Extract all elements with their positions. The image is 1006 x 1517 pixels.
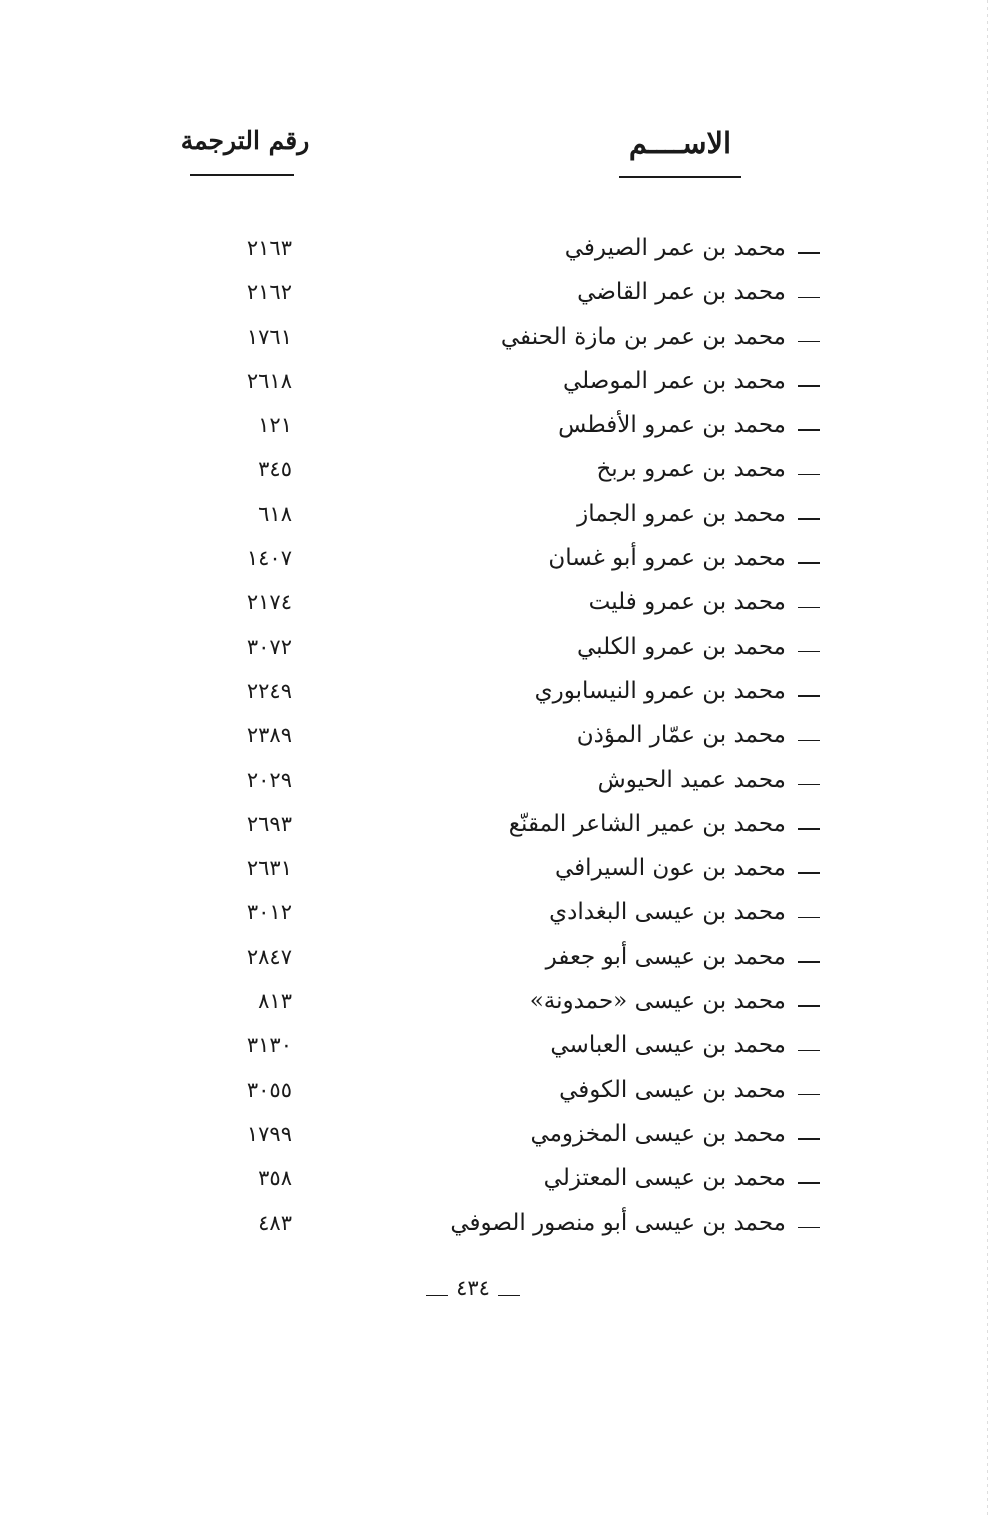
entry-dash — [798, 828, 820, 830]
entry-name-text: محمد بن عيسى «حمدونة» — [529, 988, 786, 1015]
entry-number: ٢٠٢٩ — [246, 767, 292, 792]
entry-name — [400, 715, 820, 755]
entry-name-text: محمد بن عمّار المؤذن — [576, 722, 786, 749]
index-entry — [0, 1114, 1006, 1158]
entry-number: ٢٣٨٩ — [246, 723, 292, 748]
entry-number: ٢٦١٨ — [246, 368, 292, 393]
index-entry — [0, 1158, 1006, 1202]
entry-dash — [798, 740, 820, 742]
column-header-name-underline — [619, 176, 741, 178]
entry-name — [400, 760, 820, 800]
entry-name — [400, 1114, 820, 1154]
index-entry — [0, 937, 1006, 981]
entry-dash — [798, 695, 820, 697]
index-entry — [0, 361, 1006, 405]
entry-name-text: محمد بن عمرو الكلبي — [576, 633, 786, 660]
entry-name-text: محمد بن عون السيرافي — [555, 855, 786, 882]
entry-dash — [798, 1138, 820, 1140]
entry-name — [400, 627, 820, 667]
entry-name — [400, 582, 820, 622]
entry-dash — [798, 1182, 820, 1184]
index-entries-list — [0, 228, 1006, 1247]
entry-name — [400, 228, 820, 268]
index-entry — [0, 494, 1006, 538]
entry-name-text: محمد بن عمرو الجماز — [577, 500, 786, 527]
entry-name — [400, 449, 820, 489]
entry-name — [400, 272, 820, 312]
column-header-name: الاســــم — [628, 126, 732, 160]
entry-number: ٢٦٩٣ — [246, 811, 292, 836]
entry-number: ١٢١ — [258, 413, 292, 438]
entry-dash — [798, 872, 820, 874]
entry-name-text: محمد بن عمر القاضي — [577, 279, 786, 306]
entry-number: ٣١٣٠ — [246, 1033, 292, 1058]
entry-name — [400, 981, 820, 1021]
entry-name-text: محمد بن عمرو الأفطس — [558, 412, 786, 439]
entry-name — [400, 892, 820, 932]
entry-name — [400, 1070, 820, 1110]
entry-dash — [798, 651, 820, 653]
index-entry — [0, 1203, 1006, 1247]
entry-dash — [798, 1005, 820, 1007]
entry-number: ٣٤٥ — [258, 457, 292, 482]
column-header-number: رقم الترجمة — [180, 126, 310, 155]
entry-name — [400, 937, 820, 977]
entry-name — [400, 1158, 820, 1198]
index-entry — [0, 1025, 1006, 1069]
entry-number: ٢٢٤٩ — [246, 678, 292, 703]
entry-name-text: محمد بن عيسى الكوفي — [559, 1076, 786, 1103]
index-entry — [0, 582, 1006, 626]
entry-name-text: محمد بن عمرو النيسابوري — [534, 677, 786, 704]
entry-name-text: محمد بن عمير الشاعر المقنّع — [508, 810, 786, 837]
entry-dash — [798, 1050, 820, 1052]
index-entry — [0, 627, 1006, 671]
entry-name — [400, 494, 820, 534]
index-entry — [0, 760, 1006, 804]
entry-dash — [798, 917, 820, 919]
entry-name-text: محمد بن عمرو أبو غسان — [548, 545, 786, 572]
entry-name — [400, 405, 820, 445]
entry-name — [400, 538, 820, 578]
index-entry — [0, 228, 1006, 272]
entry-name — [400, 1203, 820, 1243]
entry-dash — [798, 297, 820, 299]
index-entry — [0, 804, 1006, 848]
entry-number: ٣٥٨ — [258, 1166, 292, 1191]
entry-name-text: محمد بن عيسى أبو جعفر — [545, 943, 786, 970]
entry-name — [400, 804, 820, 844]
entry-dash — [798, 961, 820, 963]
entry-name-text: محمد عميد الحيوش — [597, 766, 786, 793]
index-entry — [0, 272, 1006, 316]
entry-dash — [798, 518, 820, 520]
entry-dash — [798, 429, 820, 431]
entry-name — [400, 848, 820, 888]
index-entry — [0, 715, 1006, 759]
index-entry — [0, 671, 1006, 715]
entry-dash — [798, 385, 820, 387]
entry-name-text: محمد بن عيسى أبو منصور الصوفي — [450, 1209, 786, 1236]
entry-dash — [798, 562, 820, 564]
entry-name-text: محمد بن عمر الموصلي — [563, 367, 786, 394]
entry-name-text: محمد بن عيسى البغدادي — [549, 899, 786, 926]
index-entry — [0, 892, 1006, 936]
entry-number: ٣٠٥٥ — [246, 1077, 292, 1102]
entry-name-text: محمد بن عمر بن مازة الحنفي — [500, 323, 786, 350]
entry-name-text: محمد بن عيسى العباسي — [550, 1032, 786, 1059]
page-footer — [403, 1276, 543, 1300]
entry-dash — [798, 607, 820, 609]
index-entry — [0, 1070, 1006, 1114]
entry-number: ٣٠١٢ — [246, 900, 292, 925]
entry-dash — [798, 341, 820, 343]
footer-dash-right — [498, 1295, 520, 1297]
entry-number: ٢١٧٤ — [246, 590, 292, 615]
entry-dash — [798, 252, 820, 254]
entry-number: ٢٨٤٧ — [246, 944, 292, 969]
entry-name-text: محمد بن عيسى المعتزلي — [543, 1165, 786, 1192]
entry-number: ٨١٣ — [258, 989, 292, 1014]
entry-name-text: محمد بن عيسى المخزومي — [530, 1120, 786, 1147]
column-header-number-underline — [190, 174, 294, 176]
entry-dash — [798, 1227, 820, 1229]
entry-name — [400, 1025, 820, 1065]
entry-name — [400, 671, 820, 711]
index-entry — [0, 317, 1006, 361]
entry-number: ٤٨٣ — [258, 1210, 292, 1235]
entry-dash — [798, 1094, 820, 1096]
entry-number: ٣٠٧٢ — [246, 634, 292, 659]
entry-number: ١٧٦١ — [246, 324, 292, 349]
footer-dash-left — [426, 1295, 448, 1297]
entry-number: ١٧٩٩ — [246, 1121, 292, 1146]
entry-dash — [798, 784, 820, 786]
entry-name — [400, 361, 820, 401]
entry-name-text: محمد بن عمر الصيرفي — [564, 235, 786, 261]
index-entry — [0, 981, 1006, 1025]
entry-name — [400, 317, 820, 357]
index-entry — [0, 449, 1006, 493]
entry-number: ٢١٦٣ — [246, 236, 292, 260]
index-entry — [0, 848, 1006, 892]
page-number: ٤٣٤ — [456, 1276, 490, 1300]
entry-name-text: محمد بن عمرو بربخ — [596, 456, 786, 483]
entry-number: ٢١٦٢ — [246, 280, 292, 305]
index-entry — [0, 538, 1006, 582]
entry-number: ٦١٨ — [258, 501, 292, 526]
entry-dash — [798, 474, 820, 476]
entry-number: ١٤٠٧ — [246, 546, 292, 571]
index-entry — [0, 405, 1006, 449]
entry-name-text: محمد بن عمرو فليت — [588, 589, 786, 616]
entry-number: ٢٦٣١ — [246, 856, 292, 881]
